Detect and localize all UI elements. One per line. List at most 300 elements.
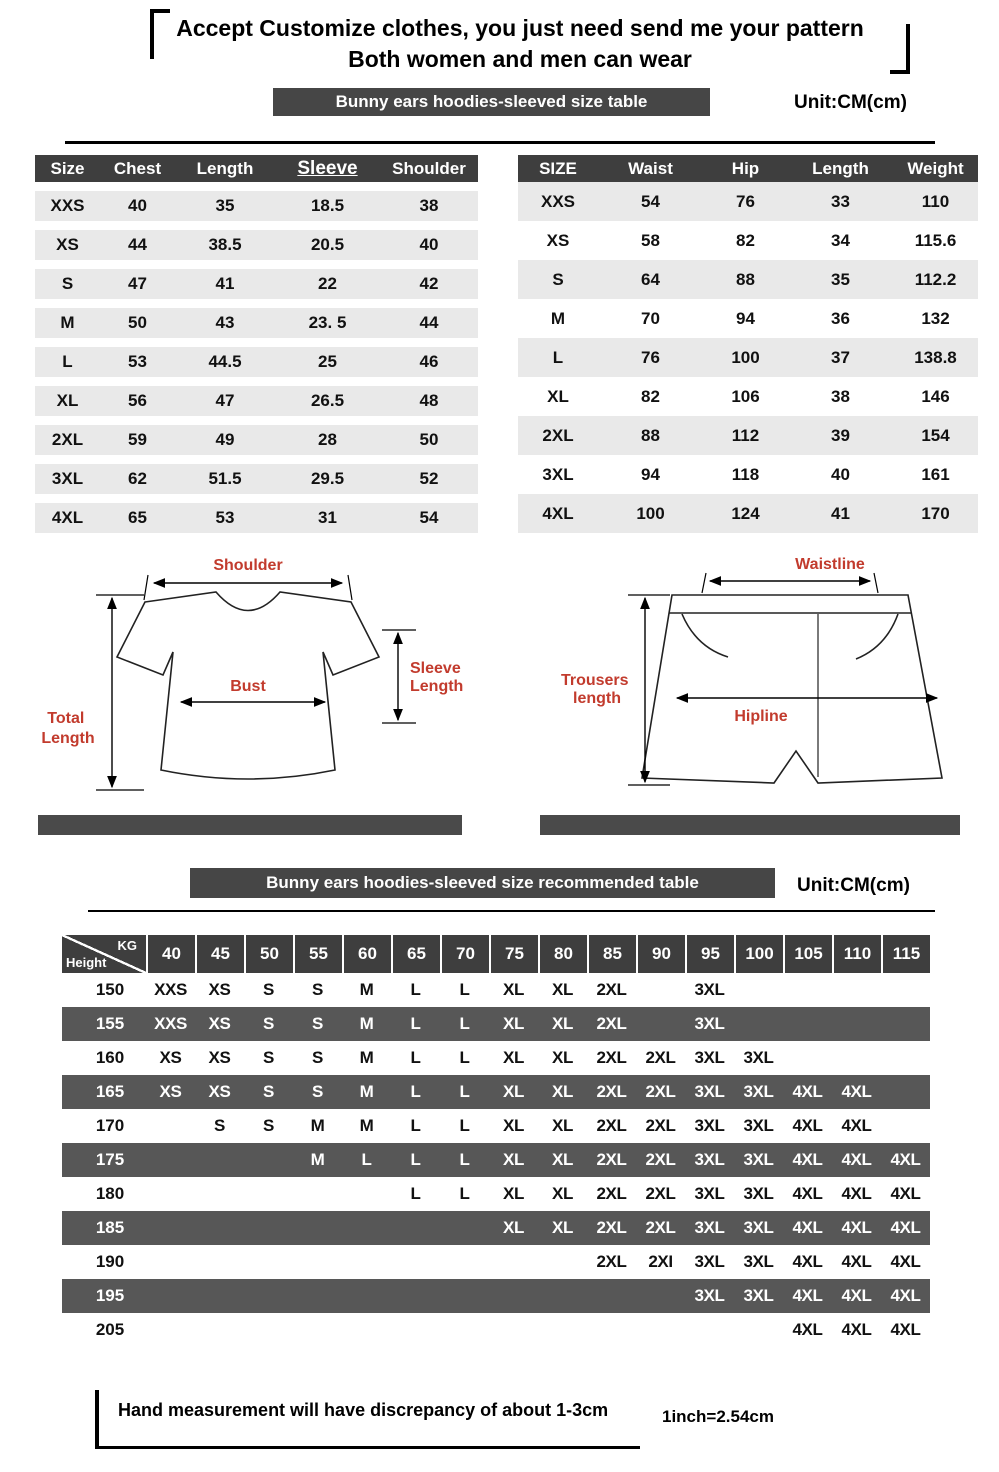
size-name: 3XL <box>542 464 574 484</box>
weight-col-header: 95 <box>685 935 734 973</box>
bottoms-table-row <box>518 260 978 299</box>
recommended-size: 4XL <box>841 1320 872 1339</box>
tops-table-row <box>35 269 478 299</box>
recommended-size: S <box>214 1116 225 1135</box>
recommended-size: 4XL <box>841 1150 872 1169</box>
recommended-size: 2XL <box>596 1184 627 1203</box>
tops-col-header: Shoulder <box>392 158 466 178</box>
matrix-row <box>62 1143 930 1177</box>
weight-col-header: 105 <box>783 935 832 973</box>
recommended-size: XS <box>208 1082 231 1101</box>
measurement-value: 38 <box>419 196 439 215</box>
size-name: M <box>550 308 566 328</box>
weight-col-header: 85 <box>587 935 636 973</box>
recommended-size: 4XL <box>792 1320 823 1339</box>
recommended-size-table-banner: Bunny ears hoodies-sleeved size recommended table <box>190 868 775 898</box>
measurement-value: 112 <box>731 425 760 445</box>
recommended-size: XL <box>552 1218 573 1237</box>
height-row-label: 180 <box>95 1184 125 1203</box>
recommended-size: 3XL <box>743 1218 774 1237</box>
recommended-size: 2XL <box>596 1218 627 1237</box>
recommended-size: 4XL <box>841 1116 872 1135</box>
recommended-size: 3XL <box>694 1218 725 1237</box>
weight-col-header: 110 <box>832 935 881 973</box>
total-length-word2: Length <box>41 730 95 747</box>
sleeve-length-word1: Sleeve <box>410 660 461 677</box>
size-name: S <box>552 269 564 289</box>
recommended-size: XL <box>503 1082 524 1101</box>
trousers-length-label <box>561 672 633 707</box>
bottoms-table-row <box>518 299 978 338</box>
divider-line-bottom <box>88 910 935 912</box>
recommended-size: 2XL <box>596 1082 627 1101</box>
recommended-size: M <box>359 980 374 999</box>
height-row-label: 165 <box>95 1082 125 1101</box>
measurement-value: 154 <box>921 425 950 445</box>
measurement-value: 35 <box>215 196 235 215</box>
recommended-size: L <box>410 1184 421 1203</box>
recommended-size: XL <box>552 980 573 999</box>
recommended-size: 3XL <box>743 1150 774 1169</box>
recommended-size: 2XL <box>596 1116 627 1135</box>
sleeve-length-word2: Length <box>410 678 464 695</box>
recommended-size: 4XL <box>890 1150 921 1169</box>
recommended-size: 4XL <box>792 1286 823 1305</box>
recommended-size: S <box>312 1082 323 1101</box>
recommended-size: XL <box>552 1184 573 1203</box>
height-row-label: 205 <box>95 1320 125 1339</box>
shoulder-tick-left <box>144 575 148 600</box>
recommended-size: 2XL <box>596 1150 627 1169</box>
tops-table-row <box>35 503 478 533</box>
size-name: XXS <box>50 196 85 215</box>
shoulder-tick-right <box>348 575 352 600</box>
tops-col-header: Chest <box>113 158 162 178</box>
size-name: M <box>60 313 75 332</box>
measurement-value: 138.8 <box>914 347 957 367</box>
measurement-value: 25 <box>318 352 337 371</box>
measurement-value: 50 <box>128 313 147 332</box>
recommended-size: XL <box>552 1150 573 1169</box>
weight-col-header: 60 <box>342 935 391 973</box>
recommended-size: S <box>312 980 323 999</box>
recommended-size: XXS <box>154 1014 187 1033</box>
recommended-size: 4XL <box>890 1218 921 1237</box>
measurement-value: 115.6 <box>914 230 957 250</box>
recommended-size: XS <box>159 1082 182 1101</box>
recommended-size: 3XL <box>743 1116 774 1135</box>
recommended-size: L <box>410 1014 421 1033</box>
measurement-value: 170 <box>921 503 950 523</box>
size-name: XS <box>56 235 79 254</box>
recommended-size: XS <box>208 1048 231 1067</box>
recommended-size: XL <box>503 1116 524 1135</box>
recommended-size: L <box>410 1116 421 1135</box>
matrix-row <box>62 1313 930 1347</box>
recommended-size: 3XL <box>694 1082 725 1101</box>
measurement-value: 54 <box>419 508 439 527</box>
measurement-value: 22 <box>318 274 337 293</box>
measurement-value: 52 <box>419 469 439 488</box>
recommended-size: 4XL <box>792 1252 823 1271</box>
recommended-size: 4XL <box>841 1286 872 1305</box>
recommended-size: 4XL <box>841 1082 872 1101</box>
tops-table-body <box>35 191 478 533</box>
measurement-value: 54 <box>641 191 660 211</box>
total-length-label <box>41 710 94 747</box>
recommended-size: L <box>361 1150 372 1169</box>
recommended-size: 4XL <box>841 1218 872 1237</box>
measurement-value: 100 <box>731 347 760 367</box>
recommended-size: S <box>263 1014 274 1033</box>
kg-label: KG <box>117 938 137 953</box>
recommended-size: S <box>263 1082 274 1101</box>
recommended-size: XL <box>503 980 524 999</box>
weight-col-header: 115 <box>881 935 930 973</box>
bottoms-col-header: SIZE <box>539 158 577 178</box>
height-axis-label: Height <box>66 955 107 970</box>
measurement-value: 31 <box>318 508 337 527</box>
measurement-value: 53 <box>128 352 147 371</box>
measurement-value: 82 <box>641 386 660 406</box>
measurement-value: 146 <box>921 386 950 406</box>
recommended-size: 3XL <box>694 1150 725 1169</box>
page-title-line1: Accept Customize clothes, you just need send me your pattern <box>176 15 864 41</box>
total-length-word1: Total <box>47 710 85 727</box>
measurement-value: 53 <box>215 508 235 527</box>
recommended-size: XXS <box>154 980 187 999</box>
height-row-label: 150 <box>95 980 125 999</box>
recommended-size: M <box>359 1082 374 1101</box>
measurement-value: 28 <box>318 430 337 449</box>
size-name: 2XL <box>542 425 574 445</box>
measurement-value: 47 <box>128 274 147 293</box>
matrix-row <box>62 1279 930 1313</box>
recommended-size: 3XL <box>694 1048 725 1067</box>
recommended-size: XS <box>208 1014 231 1033</box>
recommended-size: 2XI <box>648 1252 673 1271</box>
weight-col-header: 100 <box>734 935 783 973</box>
measurement-value: 34 <box>831 230 850 250</box>
waistline-label: Waistline <box>795 556 865 573</box>
recommended-size: S <box>312 1048 323 1067</box>
weight-col-header: 90 <box>636 935 685 973</box>
recommended-size: 4XL <box>841 1252 872 1271</box>
bottoms-table-row <box>518 416 978 455</box>
measurement-value: 42 <box>419 274 439 293</box>
measurement-value: 51.5 <box>208 469 242 488</box>
tops-unit-label: Unit:CM(cm) <box>794 92 907 113</box>
waistline-tick-left <box>702 573 706 593</box>
recommended-size: XL <box>503 1048 524 1067</box>
recommended-size: L <box>459 1048 470 1067</box>
recommended-size: 2XL <box>645 1116 676 1135</box>
tops-table-header <box>35 155 478 182</box>
weight-col-header: 45 <box>195 935 244 973</box>
measurement-value: 64 <box>641 269 660 289</box>
tops-table-row <box>35 308 478 338</box>
matrix-row <box>62 1075 930 1109</box>
measurement-value: 76 <box>736 191 755 211</box>
matrix-body <box>62 973 930 1347</box>
measurement-value: 47 <box>215 391 235 410</box>
tops-table-row <box>35 347 478 377</box>
measurement-value: 132 <box>921 308 950 328</box>
tops-size-table <box>35 155 478 533</box>
measurement-value: 37 <box>831 347 850 367</box>
tops-col-header: Sleeve <box>297 157 358 179</box>
recommended-size: S <box>312 1014 323 1033</box>
measurement-value: 33 <box>831 191 850 211</box>
measurement-value: 41 <box>831 503 850 523</box>
recommended-size: S <box>263 1048 274 1067</box>
measurement-value: 56 <box>128 391 147 410</box>
bottoms-size-table <box>518 155 978 533</box>
measurement-value: 88 <box>736 269 755 289</box>
tops-table-row <box>35 464 478 494</box>
size-name: 3XL <box>51 469 84 488</box>
measurement-disclaimer: Hand measurement will have discrepancy of about 1-3cm <box>118 1400 609 1420</box>
recommended-size: 3XL <box>694 1252 725 1271</box>
recommended-size: L <box>459 1014 470 1033</box>
weight-col-header: 80 <box>538 935 587 973</box>
recommended-size: L <box>459 1184 470 1203</box>
recommended-size: 3XL <box>694 1184 725 1203</box>
recommended-size: 4XL <box>792 1150 823 1169</box>
recommended-size: XS <box>159 1048 182 1067</box>
recommended-size: XL <box>503 1218 524 1237</box>
measurement-value: 48 <box>419 391 439 410</box>
measurement-value: 44 <box>128 235 147 254</box>
bottoms-table-row <box>518 455 978 494</box>
recommended-size: 2XL <box>596 1048 627 1067</box>
measurement-value: 106 <box>731 386 760 406</box>
recommended-size: XL <box>552 1048 573 1067</box>
measurement-value: 112.2 <box>914 269 957 289</box>
recommended-size: XS <box>208 980 231 999</box>
bottoms-table-row <box>518 494 978 533</box>
measurement-value: 62 <box>128 469 147 488</box>
tops-col-header: Length <box>196 158 254 178</box>
recommended-size: L <box>410 1082 421 1101</box>
divider-line-top <box>65 141 935 144</box>
matrix-header-row <box>62 935 930 973</box>
weight-col-header: 50 <box>244 935 293 973</box>
recommended-size: 3XL <box>694 1014 725 1033</box>
size-name: L <box>62 352 73 371</box>
recommended-size: 2XL <box>596 1252 627 1271</box>
recommended-size: L <box>410 980 421 999</box>
size-name: L <box>552 347 564 367</box>
bottoms-table-row <box>518 221 978 260</box>
height-row-label: 190 <box>95 1252 125 1271</box>
bottoms-table-row <box>518 182 978 221</box>
shoulder-label: Shoulder <box>213 557 283 574</box>
recommended-size: M <box>310 1150 325 1169</box>
recommended-size: L <box>410 1150 421 1169</box>
size-name: XL <box>56 391 79 410</box>
recommended-size: 3XL <box>694 1286 725 1305</box>
recommended-size: L <box>459 1150 470 1169</box>
bust-label: Bust <box>230 678 266 695</box>
recommended-size: S <box>263 1116 274 1135</box>
recommended-size: 3XL <box>743 1048 774 1067</box>
recommended-size: XL <box>503 1014 524 1033</box>
height-row-label: 185 <box>95 1218 125 1237</box>
measurement-diagrams <box>30 545 970 810</box>
recommended-size: 2XL <box>645 1082 676 1101</box>
recommended-size: 4XL <box>841 1184 872 1203</box>
matrix-row <box>62 1245 930 1279</box>
bottoms-table-body <box>518 182 978 533</box>
size-name: 4XL <box>542 503 574 523</box>
recommended-size: XL <box>552 1082 573 1101</box>
measurement-value: 110 <box>921 191 950 211</box>
weight-col-header: 65 <box>391 935 440 973</box>
bottoms-table-row <box>518 377 978 416</box>
page-title <box>120 13 920 75</box>
measurement-value: 40 <box>831 464 850 484</box>
decorative-bar-left <box>38 815 462 835</box>
height-row-label: 175 <box>95 1150 125 1169</box>
recommended-size: L <box>459 1082 470 1101</box>
measurement-value: 58 <box>641 230 660 250</box>
measurement-value: 46 <box>419 352 439 371</box>
recommended-size: L <box>459 980 470 999</box>
measurement-value: 88 <box>641 425 660 445</box>
height-row-label: 160 <box>95 1048 125 1067</box>
measurement-value: 26.5 <box>310 391 345 410</box>
measurement-value: 38.5 <box>208 235 242 254</box>
matrix-row <box>62 1041 930 1075</box>
recommended-size: 2XL <box>596 980 627 999</box>
height-row-label: 170 <box>95 1116 125 1135</box>
decorative-bar-right <box>540 815 960 835</box>
recommended-size: XL <box>552 1116 573 1135</box>
sleeve-length-label <box>410 660 465 695</box>
recommended-size: 3XL <box>743 1082 774 1101</box>
recommended-size: L <box>459 1116 470 1135</box>
recommended-size: 4XL <box>890 1286 921 1305</box>
measurement-value: 59 <box>128 430 147 449</box>
recommended-size: 2XL <box>645 1218 676 1237</box>
tops-table-row <box>35 425 478 455</box>
measurement-value: 36 <box>831 308 850 328</box>
trousers-length-word2: length <box>573 690 621 707</box>
size-name: XL <box>547 386 569 406</box>
recommended-size: M <box>310 1116 325 1135</box>
recommended-size: S <box>263 980 274 999</box>
recommended-size: 2XL <box>645 1184 676 1203</box>
matrix-row <box>62 973 930 1007</box>
page-title-line2: Both women and men can wear <box>348 46 692 72</box>
measurement-value: 20.5 <box>310 235 345 254</box>
bottoms-col-header: Length <box>812 158 869 178</box>
bottoms-col-header: Hip <box>731 158 760 178</box>
measurement-value: 43 <box>215 313 235 332</box>
weight-col-header: 55 <box>293 935 342 973</box>
recommended-size: L <box>410 1048 421 1067</box>
weight-col-header: 40 <box>146 935 195 973</box>
recommended-size: XL <box>503 1150 524 1169</box>
matrix-row <box>62 1177 930 1211</box>
recommended-size: 4XL <box>890 1252 921 1271</box>
recommended-size: 4XL <box>792 1116 823 1135</box>
recommended-size: XL <box>552 1014 573 1033</box>
waistline-tick-right <box>874 573 878 593</box>
recommended-size: 2XL <box>645 1048 676 1067</box>
size-name: XS <box>546 230 570 250</box>
size-recommendation-matrix <box>62 935 930 1347</box>
matrix-row <box>62 1211 930 1245</box>
measurement-value: 82 <box>736 230 755 250</box>
tops-table-row <box>35 386 478 416</box>
recommended-size: 4XL <box>792 1218 823 1237</box>
recommended-size: 3XL <box>743 1286 774 1305</box>
bottoms-table-row <box>518 338 978 377</box>
recommended-size: 3XL <box>743 1252 774 1271</box>
size-name: S <box>61 274 74 293</box>
recommended-size: 2XL <box>596 1014 627 1033</box>
trousers-length-word1: Trousers <box>560 672 629 689</box>
measurement-value: 49 <box>215 430 235 449</box>
measurement-value: 44 <box>419 313 439 332</box>
recommended-size: M <box>359 1116 374 1135</box>
reco-unit-label: Unit:CM(cm) <box>797 875 910 896</box>
tops-col-header: Size <box>50 158 85 178</box>
inch-conversion-label: 1inch=2.54cm <box>662 1407 774 1426</box>
measurement-value: 124 <box>731 503 760 523</box>
matrix-row <box>62 1109 930 1143</box>
measurement-value: 23. 5 <box>308 313 347 332</box>
size-name: 2XL <box>51 430 84 449</box>
recommended-size: 4XL <box>792 1082 823 1101</box>
measurement-value: 100 <box>636 503 665 523</box>
bottoms-col-header: Waist <box>628 158 673 178</box>
measurement-value: 39 <box>831 425 850 445</box>
tops-table-row <box>35 230 478 260</box>
recommended-size: 3XL <box>743 1184 774 1203</box>
tops-table-row <box>35 191 478 221</box>
height-row-label: 195 <box>95 1286 125 1305</box>
kg-height-corner-cell <box>62 935 146 973</box>
recommended-size: M <box>359 1048 374 1067</box>
bottoms-col-header: Weight <box>907 158 964 178</box>
weight-col-header: 75 <box>489 935 538 973</box>
recommended-size: 4XL <box>890 1184 921 1203</box>
measurement-value: 65 <box>128 508 147 527</box>
size-name: XXS <box>540 191 576 211</box>
measurement-value: 29.5 <box>310 469 345 488</box>
bottoms-table-header <box>518 155 978 182</box>
measurement-value: 18.5 <box>310 196 345 215</box>
recommended-size: 3XL <box>694 1116 725 1135</box>
size-name: 4XL <box>51 508 84 527</box>
hipline-label: Hipline <box>734 708 788 725</box>
height-row-label: 155 <box>95 1014 125 1033</box>
recommended-size: 4XL <box>792 1184 823 1203</box>
recommended-size: 3XL <box>694 980 725 999</box>
matrix-row <box>62 1007 930 1041</box>
measurement-value: 118 <box>731 464 760 484</box>
measurement-value: 94 <box>641 464 660 484</box>
measurement-value: 44.5 <box>208 352 242 371</box>
recommended-size: 4XL <box>890 1320 921 1339</box>
measurement-value: 35 <box>831 269 850 289</box>
measurement-value: 38 <box>831 386 850 406</box>
tops-size-table-banner: Bunny ears hoodies-sleeved size table <box>273 88 710 116</box>
measurement-value: 76 <box>641 347 660 367</box>
